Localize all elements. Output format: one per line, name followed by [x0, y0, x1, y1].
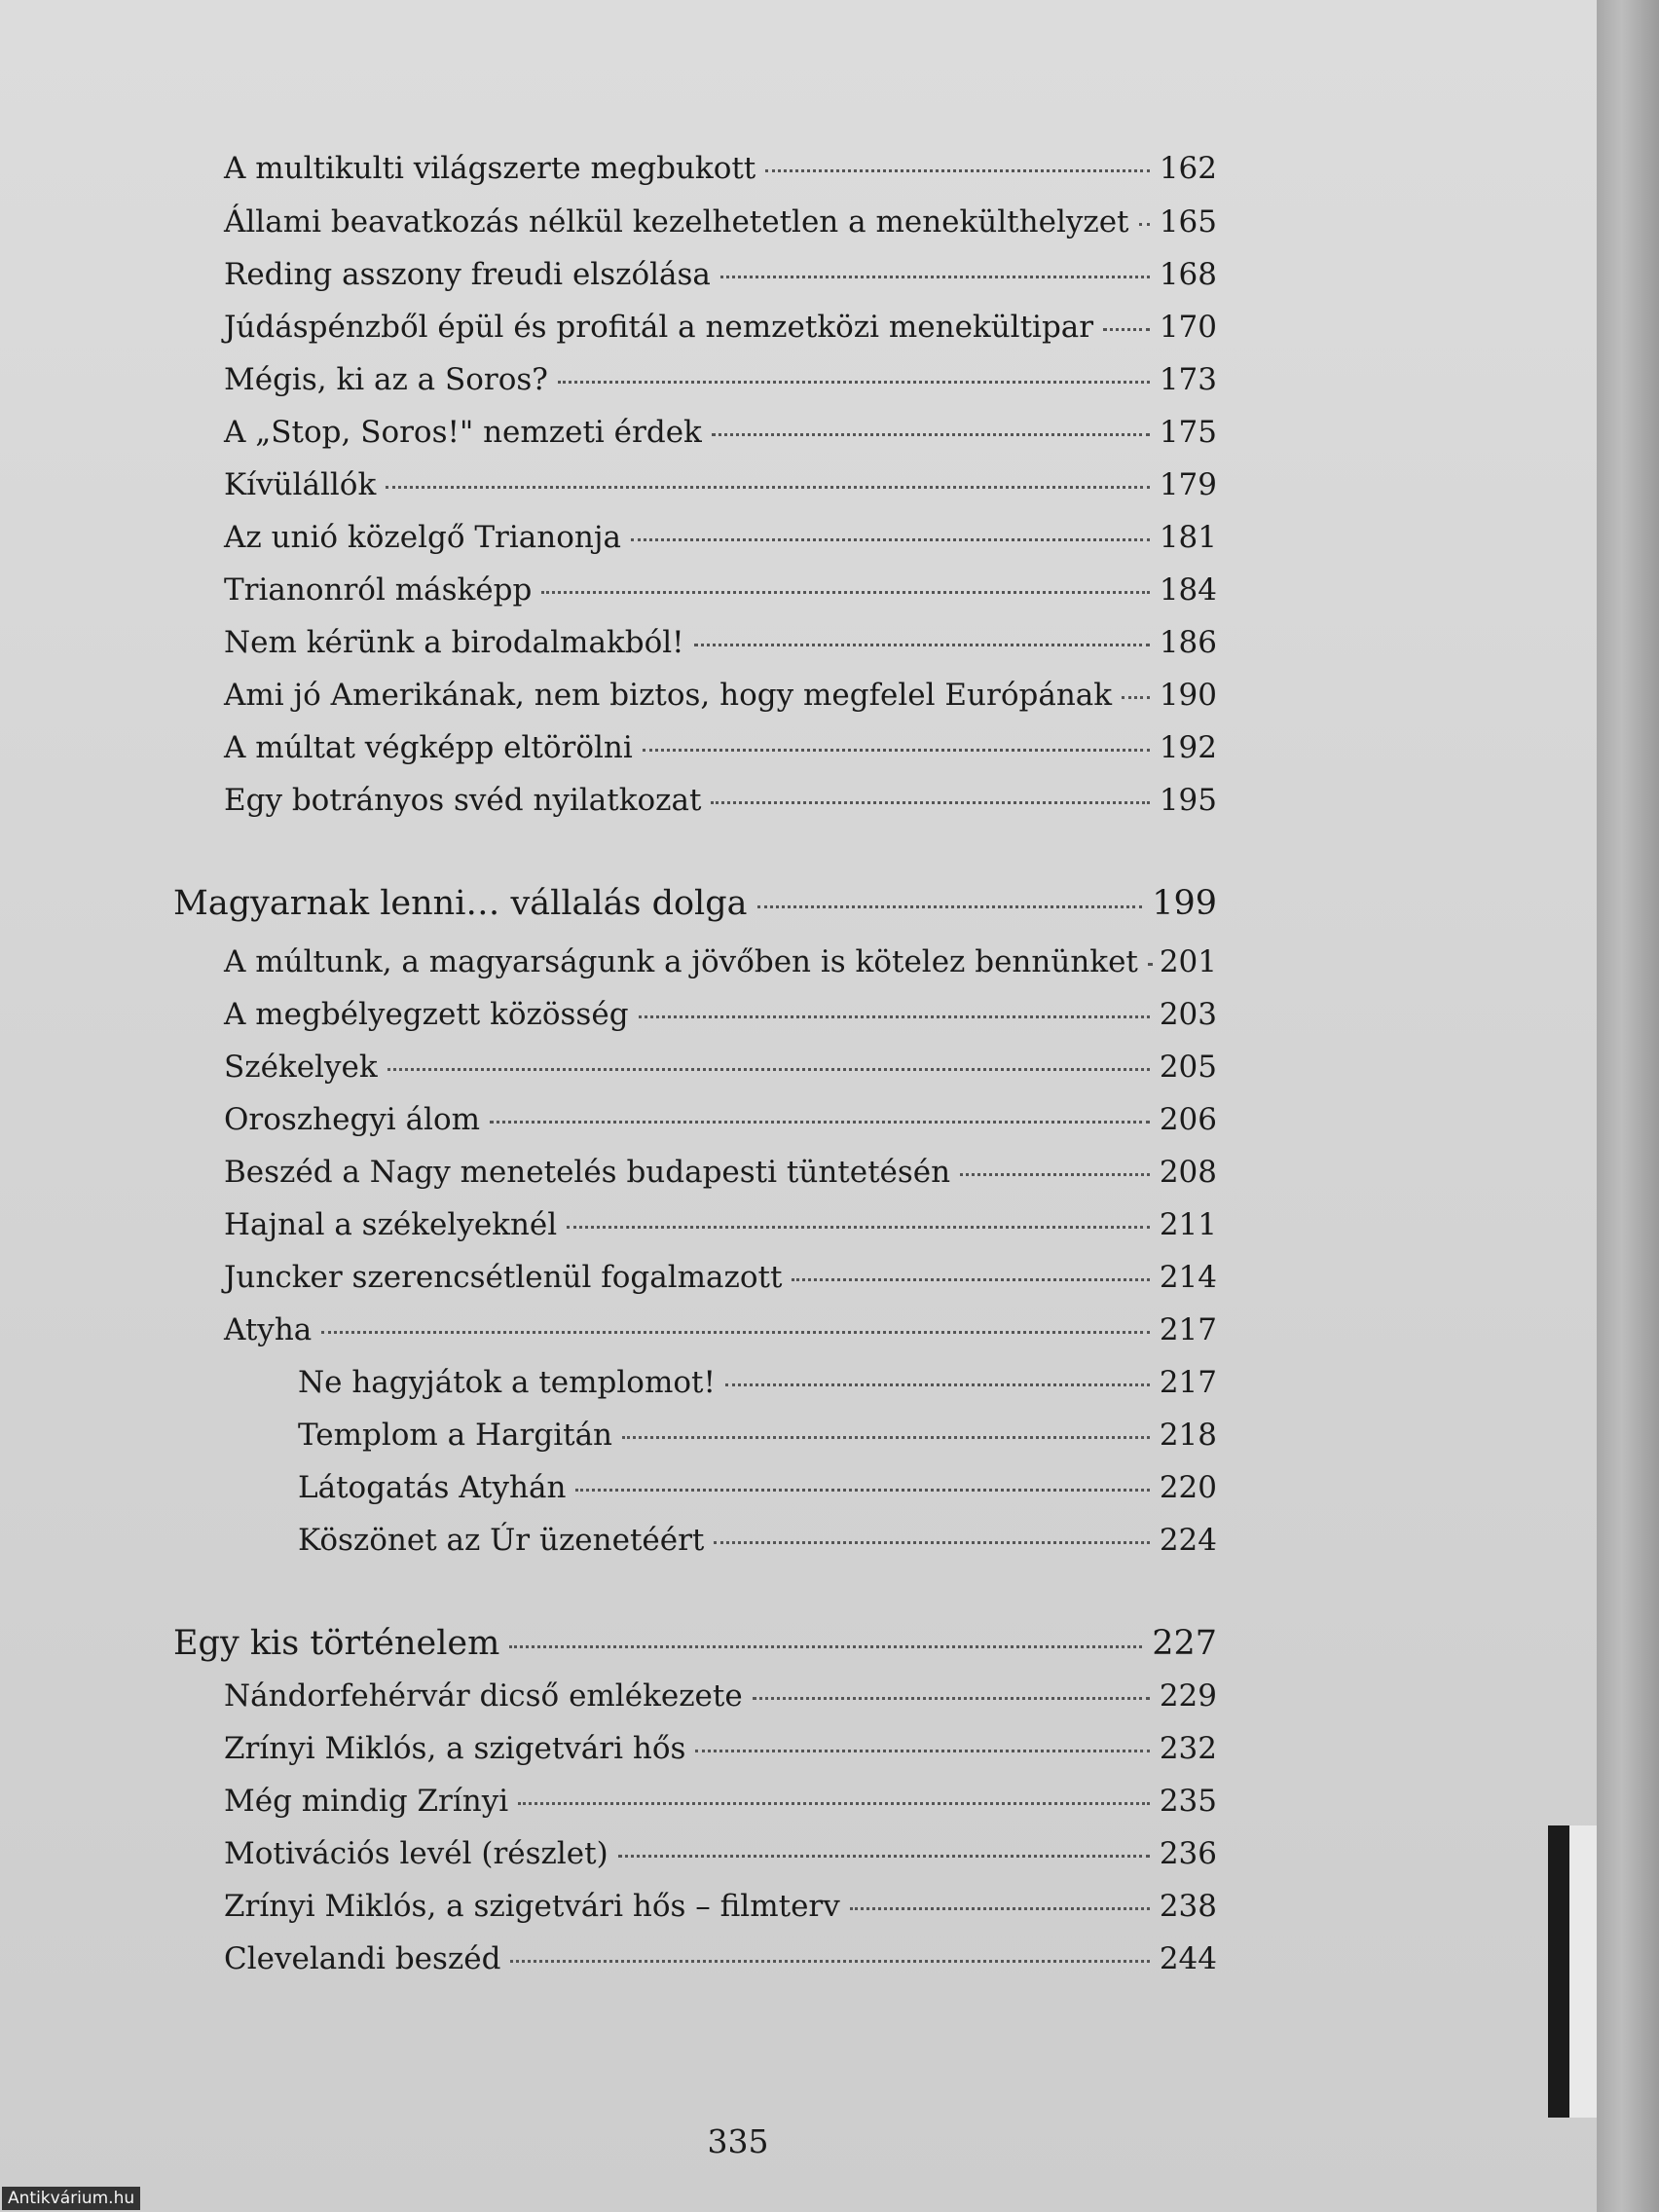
dot-leader: [753, 1697, 1150, 1700]
toc-entry-title: Mégis, ki az a Soros?: [224, 362, 548, 397]
toc-entry: [224, 518, 1217, 557]
toc-entry-page: 199: [1152, 884, 1217, 923]
dot-leader: [510, 1960, 1149, 1963]
dot-leader: [850, 1907, 1150, 1910]
toc-entry-title: Még mindig Zrínyi: [224, 1784, 509, 1819]
toc-entry: [224, 413, 1217, 452]
toc-entry-page: 175: [1159, 415, 1217, 450]
toc-entry-title: A múltat végképp eltörölni: [224, 730, 633, 765]
dot-leader: [567, 1226, 1150, 1229]
toc-entry: [224, 571, 1217, 609]
toc-entry: [173, 1624, 1217, 1663]
toc-entry-title: Az unió közelgő Trianonja: [224, 520, 621, 555]
toc-entry-title: Beszéd a Nagy menetelés budapesti tüntetésén: [224, 1155, 951, 1190]
dot-leader: [960, 1173, 1150, 1176]
toc-entry-page: 206: [1159, 1102, 1217, 1137]
toc-entry-page: 190: [1159, 678, 1217, 713]
dot-leader: [765, 169, 1150, 172]
toc-entry-page: 217: [1159, 1312, 1217, 1347]
toc-entry: [224, 1153, 1217, 1192]
toc-entry-page: 211: [1159, 1207, 1217, 1242]
toc-entry: [224, 728, 1217, 767]
toc-entry-page: 218: [1159, 1418, 1217, 1453]
toc-entry-page: 214: [1159, 1260, 1217, 1295]
toc-entry-page: 244: [1159, 1941, 1217, 1976]
toc-entry-title: A multikulti világszerte megbukott: [224, 151, 756, 186]
toc-entry-page: 173: [1159, 362, 1217, 397]
toc-entry: [224, 623, 1217, 662]
book-spine-edge: [1597, 0, 1659, 2212]
toc-entry-page: 181: [1159, 520, 1217, 555]
dot-leader: [386, 486, 1150, 489]
toc-entry: [224, 149, 1217, 188]
toc-entry-page: 162: [1159, 151, 1217, 186]
dot-leader: [558, 381, 1150, 384]
toc-entry-page: 170: [1159, 310, 1217, 345]
toc-entry-title: Magyarnak lenni… vállalás dolga: [173, 884, 748, 923]
toc-entry-page: 238: [1159, 1889, 1217, 1924]
toc-entry: [224, 1939, 1217, 1978]
toc-entry-title: Látogatás Atyhán: [298, 1470, 567, 1505]
toc-entry-title: A múltunk, a magyarságunk a jövőben is kötelez bennünket: [224, 944, 1138, 979]
toc-entry: [224, 465, 1217, 504]
dot-leader: [321, 1331, 1150, 1334]
toc-entry-title: Motivációs levél (részlet): [224, 1836, 608, 1871]
dot-leader: [618, 1855, 1150, 1858]
dot-leader: [639, 1015, 1150, 1018]
toc-entry-title: Egy kis történelem: [173, 1624, 500, 1663]
dot-leader: [712, 433, 1150, 436]
dot-leader: [1122, 696, 1150, 699]
toc-entry-page: 220: [1159, 1470, 1217, 1505]
dot-leader: [714, 1541, 1149, 1544]
toc-entry-title: Hajnal a székelyeknél: [224, 1207, 558, 1242]
toc-entry-title: Nem kérünk a birodalmakból!: [224, 625, 684, 660]
dot-leader: [720, 276, 1150, 278]
toc-entry: [173, 884, 1217, 923]
dot-leader: [1139, 223, 1150, 226]
toc-entry: [224, 781, 1217, 820]
dot-leader: [509, 1645, 1142, 1648]
toc-entry: [224, 308, 1217, 347]
toc-entry: [224, 995, 1217, 1034]
toc-entry-title: Köszönet az Úr üzenetéért: [298, 1523, 705, 1558]
toc-entry: [224, 1677, 1217, 1715]
toc-entry-title: Ne hagyjátok a templomot!: [298, 1365, 716, 1400]
toc-entry-title: Trianonról másképp: [224, 572, 533, 608]
toc-entry-page: 224: [1159, 1523, 1217, 1558]
toc-entry-page: 179: [1159, 467, 1217, 502]
toc-entry-title: Zrínyi Miklós, a szigetvári hős: [224, 1731, 686, 1766]
dot-leader: [725, 1383, 1150, 1386]
toc-entry-page: 208: [1159, 1155, 1217, 1190]
toc-entry-page: 168: [1159, 257, 1217, 292]
toc-entry-page: 229: [1159, 1678, 1217, 1714]
toc-entry: [298, 1363, 1217, 1402]
toc-entry-page: 184: [1159, 572, 1217, 608]
toc-entry: [224, 1729, 1217, 1768]
page-edge-shadow: [1548, 1825, 1569, 2118]
toc-entry: [224, 1834, 1217, 1873]
toc-entry-title: Ami jó Amerikának, nem biztos, hogy megfelel Európának: [224, 678, 1113, 713]
toc-entry: [224, 1048, 1217, 1087]
toc-entry: [224, 1310, 1217, 1349]
toc-entry: [298, 1468, 1217, 1507]
dot-leader: [575, 1489, 1149, 1492]
toc-entry: [224, 1887, 1217, 1926]
dot-leader: [694, 644, 1150, 646]
toc-entry-page: 203: [1159, 997, 1217, 1032]
toc-entry: [224, 1258, 1217, 1297]
dot-leader: [757, 905, 1143, 908]
toc-entry: [224, 255, 1217, 294]
toc-entry-title: Juncker szerencsétlenül fogalmazott: [224, 1260, 783, 1295]
toc-entry: [224, 942, 1217, 981]
dot-leader: [541, 591, 1149, 594]
dot-leader: [711, 801, 1149, 804]
toc-entry-title: Clevelandi beszéd: [224, 1941, 501, 1976]
toc-entry: [298, 1521, 1217, 1560]
toc-entry: [224, 360, 1217, 399]
toc-entry-page: 205: [1159, 1050, 1217, 1085]
toc-entry-title: Júdáspénzből épül és profitál a nemzetközi menekültipar: [224, 310, 1094, 345]
toc-entry-title: Zrínyi Miklós, a szigetvári hős – filmterv: [224, 1889, 840, 1924]
toc-entry: [224, 1205, 1217, 1244]
dot-leader: [631, 538, 1150, 541]
toc-entry-title: Oroszhegyi álom: [224, 1102, 481, 1137]
toc-entry-page: 236: [1159, 1836, 1217, 1871]
toc-entry-title: Nándorfehérvár dicső emlékezete: [224, 1678, 743, 1714]
toc-entry-page: 186: [1159, 625, 1217, 660]
dot-leader: [622, 1436, 1150, 1439]
toc-entry-page: 201: [1159, 944, 1217, 979]
toc-entry: [224, 1100, 1217, 1139]
dot-leader: [792, 1278, 1149, 1281]
toc-entry-title: Reding asszony freudi elszólása: [224, 257, 711, 292]
toc-entry: [298, 1416, 1217, 1455]
toc-entry-page: 217: [1159, 1365, 1217, 1400]
toc-entry-page: 235: [1159, 1784, 1217, 1819]
toc-entry-title: A megbélyegzett közösség: [224, 997, 629, 1032]
dot-leader: [1103, 328, 1150, 331]
toc-entry-title: Kívülállók: [224, 467, 377, 502]
dot-leader: [387, 1068, 1150, 1071]
toc-entry-title: Templom a Hargitán: [298, 1418, 613, 1453]
toc-entry-title: Atyha: [224, 1312, 313, 1347]
dot-leader: [518, 1802, 1150, 1805]
page-number: 335: [707, 2122, 769, 2160]
page-edge-highlight: [1569, 1825, 1597, 2118]
toc-entry-title: Egy botrányos svéd nyilatkozat: [224, 783, 702, 818]
toc-entry-page: 227: [1152, 1624, 1217, 1663]
toc-entry-title: A „Stop, Soros!" nemzeti érdek: [224, 415, 702, 450]
watermark-logo: Antikvárium.hu: [2, 2187, 140, 2210]
toc-entry: [224, 676, 1217, 715]
toc-entry-page: 232: [1159, 1731, 1217, 1766]
toc-entry-title: Állami beavatkozás nélkül kezelhetetlen a menekülthelyzet: [224, 204, 1129, 240]
dot-leader: [643, 749, 1150, 752]
toc-entry: [224, 1782, 1217, 1821]
dot-leader: [490, 1121, 1150, 1124]
toc-entry-page: 192: [1159, 730, 1217, 765]
toc-entry-page: 165: [1159, 204, 1217, 240]
toc-entry-page: 195: [1159, 783, 1217, 818]
toc-entry: [224, 203, 1217, 241]
dot-leader: [695, 1750, 1149, 1752]
toc-entry-title: Székelyek: [224, 1050, 378, 1085]
dot-leader: [1148, 963, 1150, 966]
